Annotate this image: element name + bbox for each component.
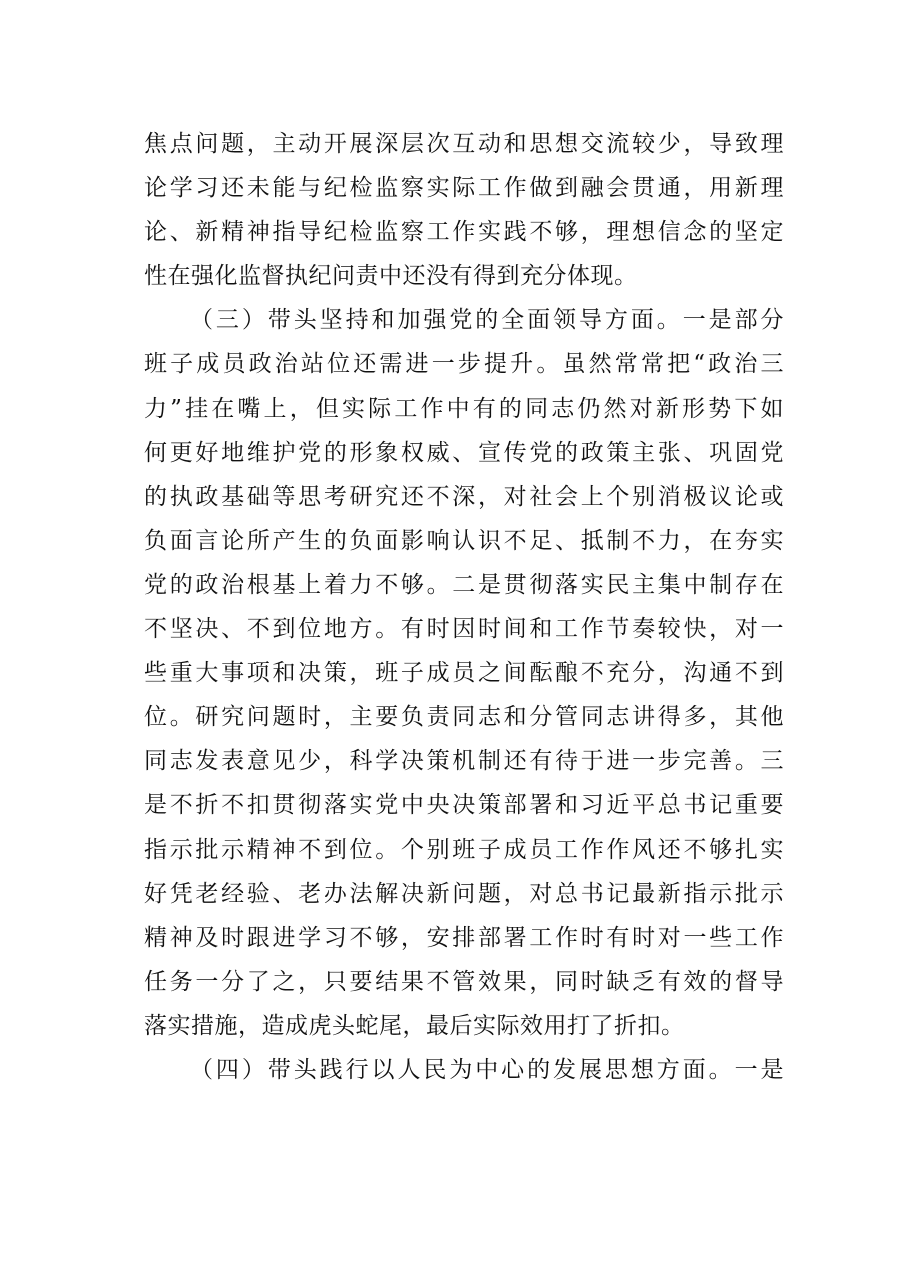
text-line: 班子成员政治站位还需进一步提升。虽然常常把“政治三 [144, 351, 784, 378]
paragraph-start-line: （三）带头坚持和加强党的全面领导方面。一是部分 [190, 307, 784, 334]
text-line: 精神及时跟进学习不够，安排部署工作时有时对一些工作 [144, 924, 784, 951]
text-line: 落实措施，造成虎头蛇尾，最后实际效用打了折扣。 [144, 1012, 685, 1039]
text-line: 同志发表意见少，科学决策机制还有待于进一步完善。三 [144, 748, 784, 775]
text-line: 论学习还未能与纪检监察实际工作做到融会贯通，用新理 [144, 175, 784, 202]
text-line: 是不折不扣贯彻落实党中央决策部署和习近平总书记重要 [144, 792, 784, 819]
body-text [144, 122, 784, 1092]
text-line: 性在强化监督执纪问责中还没有得到充分体现。 [144, 263, 638, 290]
paragraph-start-line: （四）带头践行以人民为中心的发展思想方面。一是 [190, 1056, 784, 1083]
text-line: 力”挂在嘴上，但实际工作中有的同志仍然对新形势下如 [144, 395, 784, 422]
text-line: 何更好地维护党的形象权威、宣传党的政策主张、巩固党 [144, 439, 784, 466]
text-line: 的执政基础等思考研究还不深，对社会上个别消极议论或 [144, 483, 784, 510]
text-line: 些重大事项和决策，班子成员之间酝酿不充分，沟通不到 [144, 660, 784, 687]
text-line: 不坚决、不到位地方。有时因时间和工作节奏较快，对一 [144, 616, 784, 643]
text-line: 好凭老经验、老办法解决新问题，对总书记最新指示批示 [144, 880, 784, 907]
text-line: 焦点问题，主动开展深层次互动和思想交流较少，导致理 [144, 131, 784, 157]
text-line: 党的政治根基上着力不够。二是贯彻落实民主集中制存在 [144, 571, 784, 598]
text-line: 位。研究问题时，主要负责同志和分管同志讲得多，其他 [144, 704, 784, 731]
text-line: 指示批示精神不到位。个别班子成员工作作风还不够扎实 [144, 836, 784, 863]
text-line: 任务一分了之，只要结果不管效果，同时缺乏有效的督导 [144, 968, 784, 995]
text-line: 论、新精神指导纪检监察工作实践不够，理想信念的坚定 [144, 219, 784, 246]
text-line: 负面言论所产生的负面影响认识不足、抵制不力，在夯实 [144, 527, 784, 554]
